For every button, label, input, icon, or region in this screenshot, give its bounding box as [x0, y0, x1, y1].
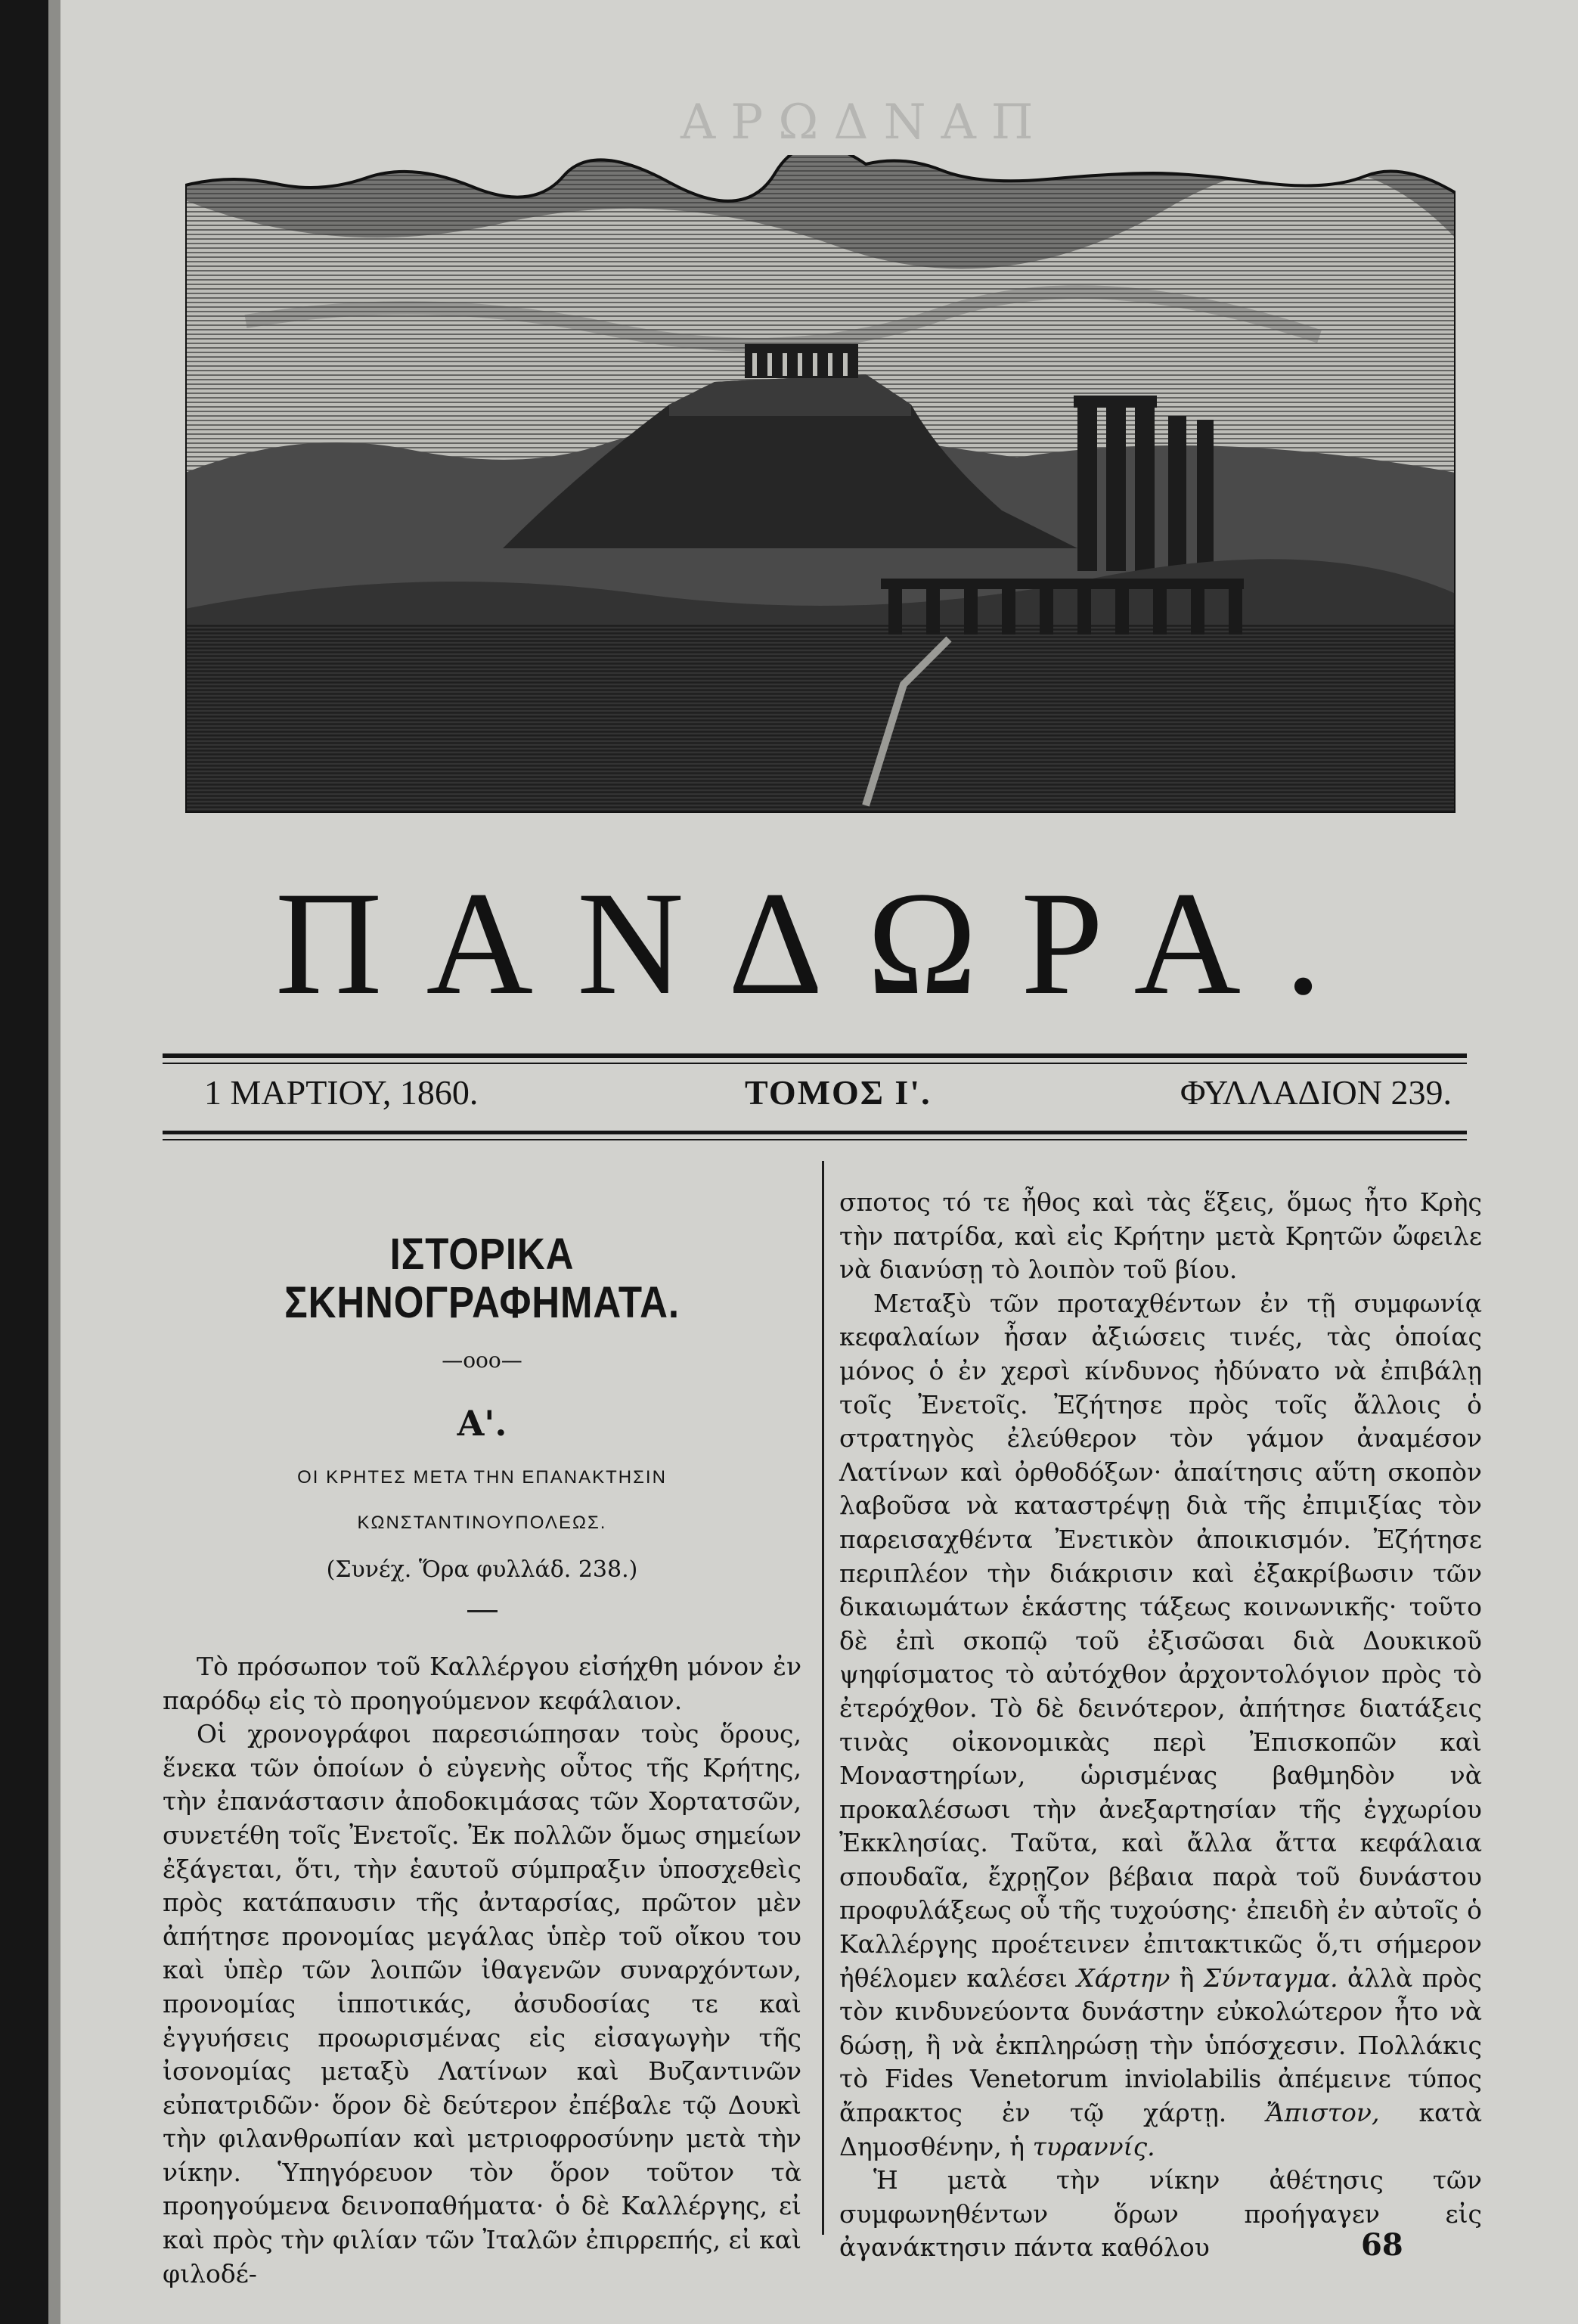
issue-line — [204, 1072, 1452, 1118]
continued-note: (Συνέχ. Ὅρα φυλλάδ. 238.) — [326, 1556, 638, 1584]
emphasis: Ἄπιστον, — [1266, 2098, 1380, 2128]
paragraph: Οἱ χρονογράφοι παρεσιώπησαν τοὺς ὅρους, ἕνεκα τῶν ὁποίων ὁ εὐγενὴς οὗτος τῆς Κρήτης, τὴν ἐπανάστασιν ἀποδοκιμάσας τῶν Χορτατσῶν, συνετέθη τοῖς Ἐνετοῖς. Ἐκ πολλῶν ὅμως σημείων ἐξάγεται, ὅτι, τὴν ἑαυτοῦ σύμπραξιν ὑποσχεθεὶς πρὸς κατάπαυσιν τῆς ἀνταρσίας, πρῶτον μὲν ἀπήτησε προνομίας μεγάλας ὑπὲρ τοῦ οἴκου του καὶ ὑπὲρ τῶν λοιπῶν ἰθαγενῶν συναρχόντων, προνομίας ἱπποτικάς, ἀσυδοσίας τε καὶ ἐγγυήσεις προωρισμένας εἰς εἰσαγωγὴν τῆς ἰσονομίας μεταξὺ Λατίνων καὶ Βυζαντινῶν εὐπατριδῶν· ὅρον δὲ δεύτερον ἐπέβαλε τῷ Δουκὶ τὴν φιλανθρωπίαν καὶ μετριοφροσύνην μετὰ τὴν νίκην. Ὑπηγόρευον τὸν ὅρον τοῦτον τὰ προηγούμενα δεινοπαθήματα· ὁ δὲ Καλλέργης, εἰ καὶ πρὸς τὴν φιλίαν τῶν Ἰταλῶν ἐπιρρεπής, εἰ καὶ φιλοδέ- — [163, 1719, 801, 2288]
issue-date: 1 ΜΑΡΤΙΟΥ, 1860. — [204, 1073, 479, 1112]
paragraph: σποτος τό τε ἦθος καὶ τὰς ἕξεις, ὅμως ἦτο Κρὴς τὴν πατρίδα, καὶ εἰς Κρήτην μετὰ Κρητῶν ὤφειλε νὰ διανύσῃ τὸ λοιπὸν τοῦ βίου. — [839, 1187, 1482, 1285]
emphasis: Χάρτην — [1077, 1963, 1170, 1993]
issue-sheet: ΦΥΛΛΑΔΙΟΝ 239. — [1180, 1073, 1452, 1112]
paragraph: Ἡ μετὰ τὴν νίκην ἀθέτησις τῶν συμφωνηθέντων ὅρων προήγαγεν εἰς ἀγανάκτησιν πάντα καθόλου — [839, 2165, 1482, 2263]
rule-bottom-thick — [163, 1131, 1467, 1134]
book-binding-shadow — [0, 0, 48, 2324]
emphasis: τυραννίς. — [1032, 2131, 1155, 2161]
acropolis-engraving — [185, 155, 1456, 813]
column-divider — [822, 1161, 824, 2235]
rule-top-thin — [163, 1063, 1467, 1064]
chapter-number: Α'. — [457, 1403, 507, 1444]
paragraph — [839, 1287, 1482, 2164]
page-number: 68 — [1361, 2227, 1403, 2263]
section-title: ΙΣΤΟΡΙΚΑ ΣΚΗΝΟΓΡΑΦΗΜΑΤΑ. — [284, 1230, 680, 1327]
paragraph: Τὸ πρόσωπον τοῦ Καλλέργου εἰσήχθη μόνον ἐν παρόδῳ εἰς τὸ προηγούμενον κεφάλαιον. — [163, 1651, 801, 1715]
left-column — [163, 1176, 801, 2291]
right-column — [839, 1186, 1482, 2265]
emphasis: Σύνταγμα. — [1203, 1963, 1338, 1993]
rule-bottom-thin — [163, 1139, 1467, 1140]
issue-volume: ΤΟΜΟΣ Ι'. — [745, 1073, 932, 1112]
ornament-separator: —οοο— — [442, 1347, 522, 1373]
paragraph-text: ἀλλὰ πρὸς τὸν κινδυνεύοντα δυνάστην εὐκολώτερον ἦτο νὰ δώσῃ, ἢ νὰ ἐκπληρώσῃ τὴν ὑπόσχεσιν. Πολλάκις τὸ Fides Venetorum inviolabilis ἀπέμεινε τύπος ἄπρακτος ἐν τῷ χάρτῃ. — [839, 1963, 1483, 2128]
page-edge — [48, 0, 60, 2324]
rule-top-thick — [163, 1053, 1467, 1058]
short-dash — [467, 1610, 498, 1612]
conjunction: ἢ — [1179, 1963, 1195, 1993]
masthead-title: ΠΑΝΔΩΡΑ. — [274, 861, 1366, 1025]
chapter-subtitle-2: ΚΩΝΣΤΑΝΤΙΝΟΥΠΟΛΕΩΣ. — [357, 1513, 607, 1534]
paragraph-text: Μεταξὺ τῶν προταχθέντων ἐν τῇ συμφωνίᾳ κεφαλαίων ἦσαν ἀξιώσεις τινές, τὰς ὁποίας μόνος ὁ ἐν χερσὶ κίνδυνος ἠδύνατο νὰ ἐπιβάλῃ τοῖς Ἐνετοῖς. Ἐζήτησε πρὸς τοῖς ἄλλοις ὁ στρατηγὸς ἐλεύθερον τὸν γάμον ἀναμέσον Λατίνων καὶ ὀρθοδόξων· ἀπαίτησις αὕτη σκοπὸν λαβοῦσα νὰ καταστρέψῃ διὰ τῆς ἐπιμιξίας τὸν παρεισαχθέντα Ἐνετικὸν ἀποικισμόν. Ἐζήτησε περιπλέον τὴν διάκρισιν καὶ ἐξακρίβωσιν τῶν δικαιωμάτων ἑκάστης τάξεως κοινωνικῆς· τοῦτο δὲ ἐπὶ σκοπῷ τοῦ ἐξισῶσαι διὰ Δουκικοῦ ψηφίσματος τὸ αὐτόχθον ἀρχοντολόγιον πρὸς τὸ ἐτερόχθον. Τὸ δὲ δεινότερον, ἀπήτησε διατάξεις τινὰς οἰκονομικὰς περὶ Ἐπισκοπῶν καὶ Μοναστηρίων, ὡρισμένας βαθμηδὸν νὰ προκαλέσωσι τὴν ἀνεξαρτησίαν τῆς ἐγχωρίου Ἐκκλησίας. Ταῦτα, καὶ ἄλλα ἄττα κεφάλαια σπουδαῖα, ἔχρῃζον βέβαια παρὰ τοῦ δυνάστου προφυλάξεως οὗ τῆς τυχούσης· ἐπειδὴ ἐν αὐτοῖς ὁ Καλλέργης προέτεινεν ἐπιτακτικῶς ὅ,τι σήμερον ἠθέλομεν καλέσει — [839, 1288, 1482, 1993]
chapter-subtitle-1: ΟΙ ΚΡΗΤΕΣ ΜΕΤΑ ΤΗΝ ΕΠΑΝΑΚΤΗΣΙΝ — [297, 1467, 667, 1488]
paragraph-text: κατὰ Δημοσθένην, ἡ — [839, 2098, 1482, 2161]
show-through-text: ΑΡΩΔΝΑΠ — [680, 95, 1049, 150]
